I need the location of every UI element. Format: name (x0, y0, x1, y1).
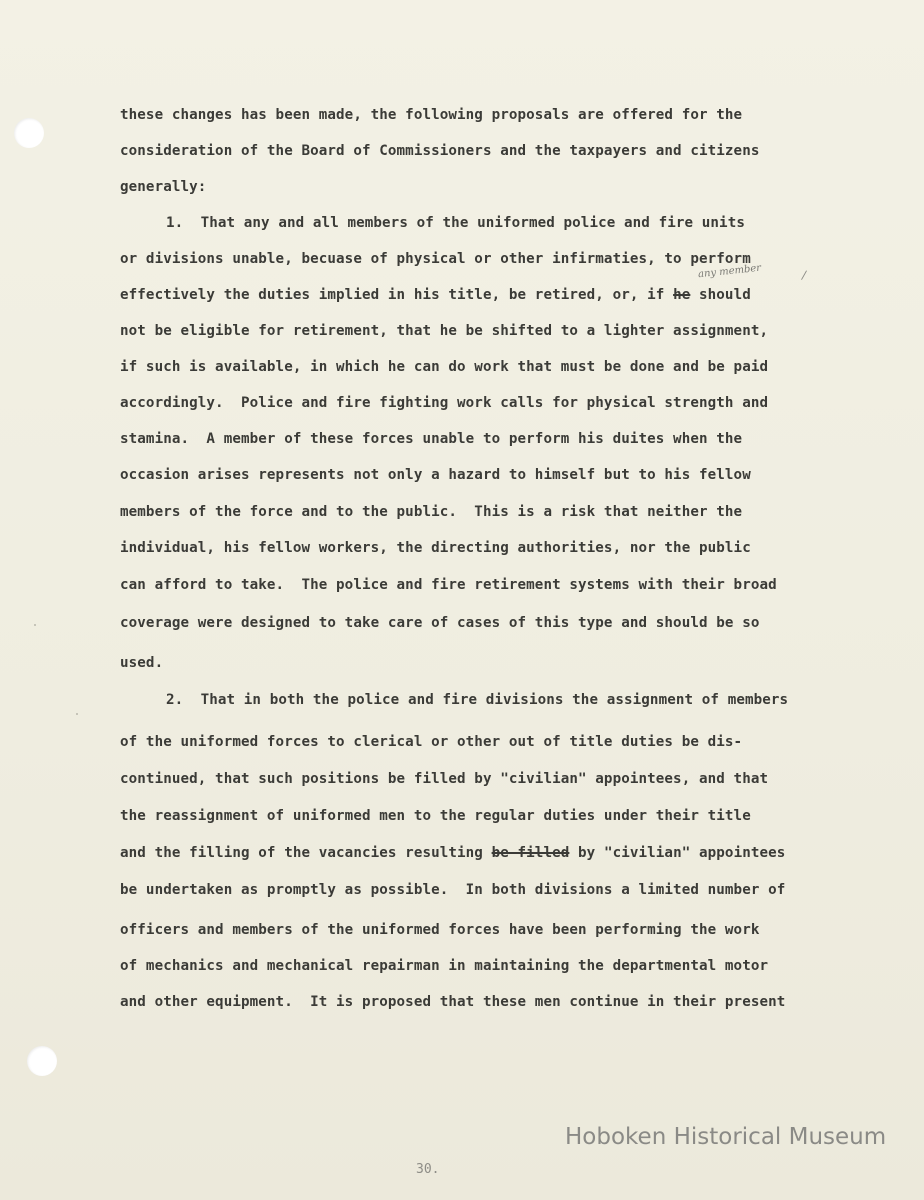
watermark-text: Hoboken Historical Museum (565, 1124, 887, 1150)
page-number: 30. (416, 1162, 440, 1177)
para1-line-3 (120, 288, 751, 302)
para2-line-6: be undertaken as promptly as possible. In both divisions a limited number of (120, 882, 786, 898)
para1-line-1: 1. That any and all members of the uniformed police and fire units (166, 215, 745, 231)
para2-line-5-text-a: and the filling of the vacancies resulting (120, 845, 492, 861)
para1-line-11: can afford to take. The police and fire retirement systems with their broad (120, 577, 777, 593)
para2-line-8: of mechanics and mechanical repairman in maintaining the departmental motor (120, 958, 769, 974)
punch-hole-bottom (27, 1046, 57, 1076)
para1-line-8: occasion arises represents not only a hazard to himself but to his fellow (120, 467, 751, 483)
para1-line-12: coverage were designed to take care of cases of this type and should be so (120, 615, 760, 631)
para2-line-3: continued, that such positions be filled by "civilian" appointees, and that (120, 771, 769, 787)
para2-line-7: officers and members of the uniformed forces have been performing the work (120, 922, 760, 938)
para1-line-3-text-b: should (690, 287, 751, 303)
handwritten-insertion: any member (697, 262, 762, 281)
para1-line-13: used. (120, 655, 164, 671)
para1-line-5: if such is available, in which he can do work that must be done and be paid (120, 359, 769, 375)
para1-line-9: members of the force and to the public. This is a risk that neither the (120, 504, 743, 520)
paper-speck (34, 624, 36, 626)
para1-line-3-text-a: effectively the duties implied in his title, be retired, or, if (120, 287, 674, 303)
para1-line-7: stamina. A member of these forces unable to perform his duites when the (120, 431, 743, 447)
struck-word-he: he (673, 287, 691, 303)
para2-line-9: and other equipment. It is proposed that these men continue in their present (120, 994, 786, 1010)
para2-line-4: the reassignment of uniformed men to the regular duties under their title (120, 808, 751, 824)
punch-hole-top (14, 118, 44, 148)
intro-line-3: generally: (120, 179, 207, 195)
handwritten-caret-mark: / (800, 267, 808, 283)
para2-line-5-text-b: by "civilian" appointees (569, 845, 786, 861)
para1-line-2: or divisions unable, becuase of physical or other infirmaties, to perform (120, 251, 751, 267)
para1-line-4: not be eligible for retirement, that he be shifted to a lighter assignment, (120, 323, 769, 339)
para2-line-2: of the uniformed forces to clerical or other out of title duties be dis- (120, 734, 743, 750)
intro-line-2: consideration of the Board of Commissioners and the taxpayers and citizens (120, 143, 760, 159)
struck-words-be-filled: be filled (491, 845, 570, 861)
para2-line-1: 2. That in both the police and fire divisions the assignment of members (166, 692, 789, 708)
para1-line-10: individual, his fellow workers, the directing authorities, nor the public (120, 540, 751, 556)
intro-line-1: these changes has been made, the following proposals are offered for the (120, 107, 743, 123)
para2-line-5 (120, 846, 785, 860)
paper-speck (76, 713, 78, 715)
para1-line-6: accordingly. Police and fire fighting work calls for physical strength and (120, 395, 769, 411)
